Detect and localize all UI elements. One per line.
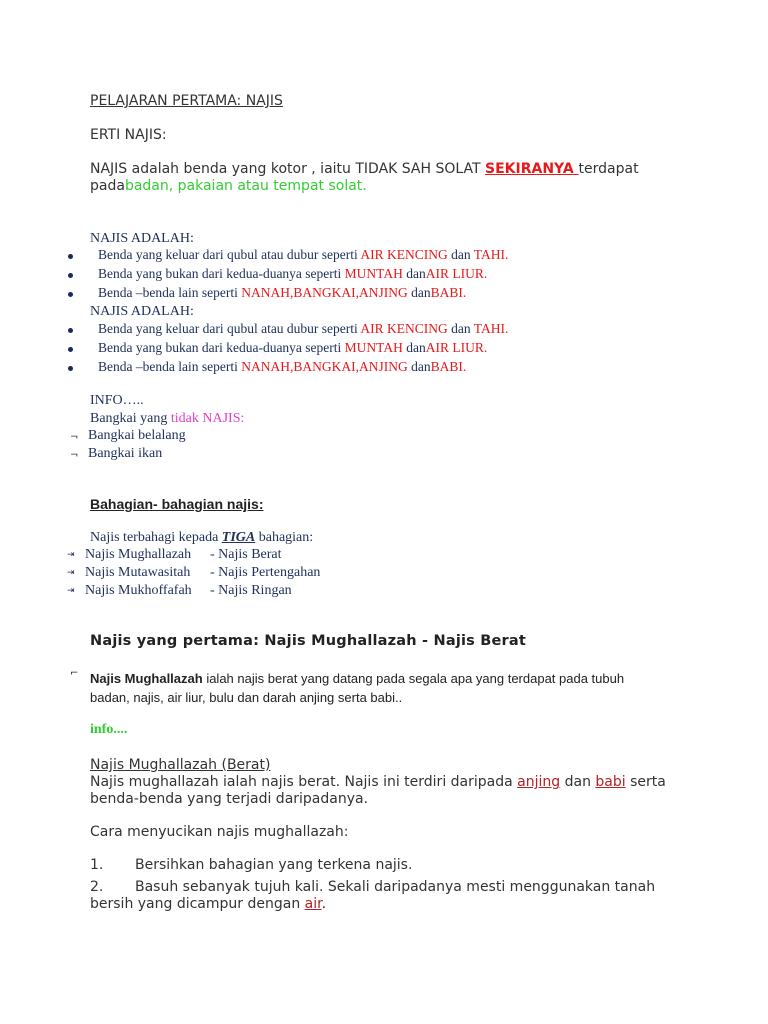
bullet-icon: [68, 328, 73, 333]
step-number: 2.: [90, 879, 104, 895]
definition-places: badan, pakaian atau tempat solat.: [124, 178, 367, 194]
list-item-highlight: AIR LIUR.: [425, 266, 488, 281]
bahagian-row-name: Najis Mughallazah: [85, 547, 192, 562]
bahagian-intro: [90, 530, 313, 546]
info-label: INFO…..: [90, 393, 144, 408]
page-title: PELAJARAN PERTAMA: NAJIS: [90, 93, 283, 109]
list-item-dan: dan: [402, 266, 426, 281]
list-item-dan: dan: [407, 359, 431, 374]
list-item-highlight: NANAH,BANGKAI,ANJING: [241, 285, 408, 300]
berat-line-2: benda-benda yang terjadi daripadanya.: [90, 791, 369, 807]
list-item-highlight: AIR KENCING: [360, 321, 448, 336]
list-item-dan: dan: [407, 285, 431, 300]
berat-text: Najis mughallazah ialah najis berat. Najis ini terdiri daripada: [90, 774, 518, 790]
list-heading-1: NAJIS ADALAH:: [90, 231, 194, 246]
list-item: [98, 340, 487, 356]
list-item-dan: dan: [447, 247, 474, 262]
list-item-highlight: MUNTAH: [344, 340, 403, 355]
info-highlight: tidak NAJIS:: [170, 411, 245, 426]
not-sign-icon: ¬: [70, 432, 79, 443]
berat-heading: Najis Mughallazah (Berat): [90, 757, 271, 773]
list-item: [98, 359, 466, 375]
list-item: [98, 285, 466, 301]
cara-heading: Cara menyucikan najis mughallazah:: [90, 824, 349, 840]
list-item-dan: dan: [402, 340, 426, 355]
list-item-highlight: TAHI.: [473, 321, 509, 336]
berat-line-1: [90, 774, 666, 790]
air-link[interactable]: air: [304, 896, 322, 912]
bullet-icon: [68, 292, 73, 297]
definition-emphasis: SEKIRANYA: [485, 161, 579, 177]
list-item-dan: dan: [447, 321, 474, 336]
list-item: [98, 247, 508, 263]
arrow-tab-icon: ⇥: [67, 568, 75, 578]
definition-line-2: [90, 178, 367, 194]
info-label-2: info....: [90, 722, 128, 737]
erti-heading: ERTI NAJIS:: [90, 127, 167, 143]
intro-text: Najis terbahagi kepada: [90, 530, 222, 545]
bahagian-row-name: Najis Mukhoffafah: [85, 583, 192, 598]
arrow-tab-icon: ⇥: [67, 550, 75, 560]
step-text: Basuh sebanyak tujuh kali. Sekali daripadanya mesti menggunakan tanah: [135, 879, 656, 895]
bahagian-row-name: Najis Mutawasitah: [85, 565, 191, 580]
list-item-highlight: TAHI.: [473, 247, 509, 262]
list-item: [98, 321, 508, 337]
step-text-cont: [90, 896, 326, 912]
definition-pada: pada: [90, 178, 125, 194]
info-text: Bangkai yang: [90, 411, 171, 426]
list-item: Bangkai belalang: [88, 428, 186, 443]
intro-emphasis: TIGA: [221, 530, 256, 545]
list-item-text: Benda yang keluar dari qubul atau dubur seperti: [98, 247, 361, 262]
list-item-text: Benda yang bukan dari kedua-duanya seperti: [98, 266, 345, 281]
list-item-highlight: BABI.: [430, 359, 467, 374]
list-item-highlight: BABI.: [430, 285, 467, 300]
step-text: Bersihkan bahagian yang terkena najis.: [135, 857, 413, 873]
bullet-icon: [68, 347, 73, 352]
bullet-icon: [68, 254, 73, 259]
definition-line-1: [90, 161, 639, 177]
step-number: 1.: [90, 857, 104, 873]
pertama-line-1: [90, 671, 624, 686]
step-text-cont-a: bersih yang dicampur dengan: [90, 896, 305, 912]
bahagian-row-desc: - Najis Berat: [210, 547, 282, 562]
berat-serta: serta: [625, 774, 666, 790]
definition-text: NAJIS adalah benda yang kotor , iaitu TIDAK SAH SOLAT: [90, 161, 485, 177]
list-item-highlight: AIR KENCING: [360, 247, 448, 262]
list-item-text: Benda yang bukan dari kedua-duanya seperti: [98, 340, 345, 355]
pertama-term: Najis Mughallazah: [90, 671, 203, 686]
pertama-text: ialah najis berat yang datang pada segala apa yang terdapat pada tubuh: [202, 671, 625, 686]
step-text-cont-end: .: [321, 896, 327, 912]
berat-dan: dan: [560, 774, 596, 790]
anjing-link[interactable]: anjing: [517, 774, 561, 790]
info-line: [90, 411, 244, 427]
bullet-icon: [68, 273, 73, 278]
list-item-highlight: NANAH,BANGKAI,ANJING: [241, 359, 408, 374]
list-item-text: Benda –benda lain seperti: [98, 359, 242, 374]
definition-text-end: terdapat: [578, 161, 639, 177]
not-sign-icon: ¬: [70, 450, 79, 461]
bahagian-row-desc: - Najis Pertengahan: [210, 565, 321, 580]
arrow-tab-icon: ⇥: [67, 586, 75, 596]
list-item-highlight: MUNTAH: [344, 266, 403, 281]
bahagian-row-desc: - Najis Ringan: [210, 583, 292, 598]
section-heading-bahagian: Bahagian- bahagian najis:: [90, 496, 264, 512]
section-heading-pertama: Najis yang pertama: Najis Mughallazah - Najis Berat: [90, 633, 527, 649]
list-item-text: Benda yang keluar dari qubul atau dubur seperti: [98, 321, 361, 336]
list-item-text: Benda –benda lain seperti: [98, 285, 242, 300]
babi-link[interactable]: babi: [595, 774, 626, 790]
intro-text-end: bahagian:: [255, 530, 314, 545]
list-item: [98, 266, 487, 282]
tab-marker-icon: ⌐: [70, 668, 79, 679]
pertama-line-2: badan, najis, air liur, bulu dan darah anjing serta babi..: [90, 690, 403, 705]
list-heading-2: NAJIS ADALAH:: [90, 304, 194, 319]
list-item-highlight: AIR LIUR.: [425, 340, 488, 355]
list-item: Bangkai ikan: [88, 446, 163, 461]
bullet-icon: [68, 366, 73, 371]
